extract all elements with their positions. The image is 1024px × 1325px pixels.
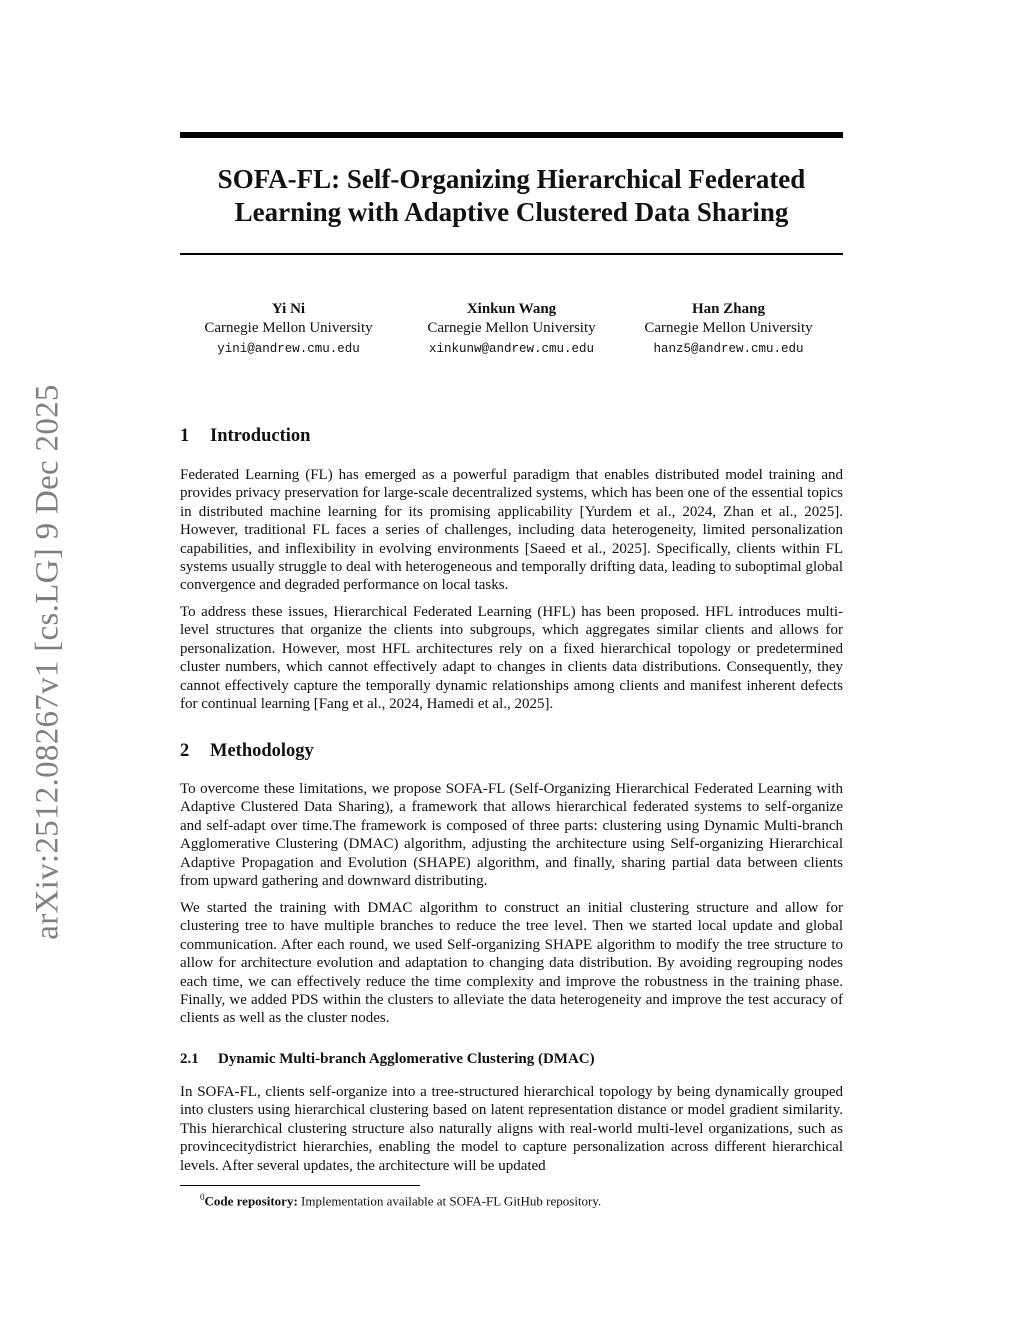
author-name: Xinkun Wang	[466, 301, 557, 317]
author-1	[180, 300, 397, 359]
author-2	[403, 300, 620, 359]
title-bottom-rule	[180, 253, 843, 255]
author-name: Han Zhang	[692, 301, 765, 317]
intro-paragraph-2: To address these issues, Hierarchical Federated Learning (HFL) has been proposed. HFL introduces multi-level structures that organize the clients into subgroups, which aggregates similar clients and allows for personalization. However, most HFL architectures rely on a fixed hierarchical topology or predetermined cluster numbers, which cannot effectively adapt to changes in clients data distributions. Consequently, they cannot effectively capture the temporally dynamic relationships among clients and manifest inherent defects for continual learning [Fang et al., 2024, Hamedi et al., 2025].	[180, 604, 843, 713]
footnote-label: Code repository:	[204, 1193, 298, 1209]
subsection-heading-dmac	[180, 1049, 595, 1069]
title-top-rule	[180, 132, 843, 138]
footnote-rule	[180, 1185, 420, 1186]
author-affiliation: Carnegie Mellon University	[427, 320, 596, 336]
subsection-title: Dynamic Multi-branch Agglomerative Clustering (DMAC)	[218, 1051, 595, 1067]
author-affiliation: Carnegie Mellon University	[204, 320, 373, 336]
section-heading-introduction	[180, 424, 310, 448]
section-heading-methodology	[180, 739, 314, 763]
author-name: Yi Ni	[271, 301, 306, 317]
arxiv-identifier: arXiv:2512.08267v1 [cs.LG] 9 Dec 2025	[29, 384, 66, 940]
author-affiliation: Carnegie Mellon University	[644, 320, 813, 336]
section-number: 2	[180, 741, 190, 761]
footnote-text: Implementation available at SOFA-FL GitHub repository.	[297, 1193, 602, 1209]
author-3	[620, 300, 837, 359]
author-email[interactable]: yini@andrew.cmu.edu	[217, 342, 360, 356]
author-email[interactable]: xinkunw@andrew.cmu.edu	[428, 342, 595, 356]
author-email[interactable]: hanz5@andrew.cmu.edu	[653, 342, 804, 356]
method-paragraph-1: To overcome these limitations, we propose SOFA-FL (Self-Organizing Hierarchical Federated Learning with Adaptive Clustered Data Sharing), a framework that allows hierarchical federated systems to self-organize and self-adapt over time.The framework is composed of three parts: clustering using Dynamic Multi-branch Agglomerative Clustering (DMAC) algorithm, adjusting the architecture using Self-organizing Hierarchical Adaptive Propagation and Evolution (SHAPE) algorithm, and finally, sharing partial data between clients from upward gathering and downward distributing.	[180, 781, 843, 890]
section-number: 1	[180, 426, 190, 446]
method-paragraph-2: We started the training with DMAC algorithm to construct an initial clustering structure and allow for clustering tree to have multiple branches to reduce the tree level. Then we started local update and global communication. After each round, we used Self-organizing SHAPE algorithm to modify the tree structure to allow for architecture evolution and adaptation to changing data distribution. By avoiding regrouping nodes each time, we can effectively reduce the time complexity and improve the robustness in the training phase. Finally, we added PDS within the clusters to alleviate the data heterogeneity and improve the test accuracy of clients as well as the cluster nodes.	[180, 900, 843, 1027]
section-title: Introduction	[210, 426, 311, 446]
subsection-number: 2.1	[180, 1051, 199, 1067]
paper-title: SOFA-FL: Self-Organizing Hierarchical Federated Learning with Adaptive Clustered Data Sharing	[217, 164, 806, 227]
footnote	[200, 1189, 601, 1209]
section-title: Methodology	[210, 741, 314, 761]
footnote-marker: 0	[200, 1192, 205, 1202]
intro-paragraph-1: Federated Learning (FL) has emerged as a powerful paradigm that enables distributed model training and provides privacy preservation for large-scale decentralized systems, which has been one of the essential topics in distributed machine learning for its promising applicability [Yurdem et al., 2024, Zhan et al., 2025]. However, traditional FL faces a series of challenges, including data heterogeneity, limited personalization capabilities, and inflexibility in evolving environments [Saeed et al., 2025]. Specifically, clients within FL systems usually struggle to deal with heterogeneous and temporally drifting data, leading to suboptimal global convergence and degraded performance on local tasks.	[180, 467, 843, 594]
dmac-paragraph-1: In SOFA-FL, clients self-organize into a tree-structured hierarchical topology by being dynamically grouped into clusters using hierarchical clustering based on latent representation distance or model gradient similarity. This hierarchical clustering structure also naturally aligns with real-world multi-level organizations, such as provincecitydistrict hierarchies, enabling the model to capture personalization across different hierarchical levels. After several updates, the architecture will be updated	[180, 1084, 843, 1174]
